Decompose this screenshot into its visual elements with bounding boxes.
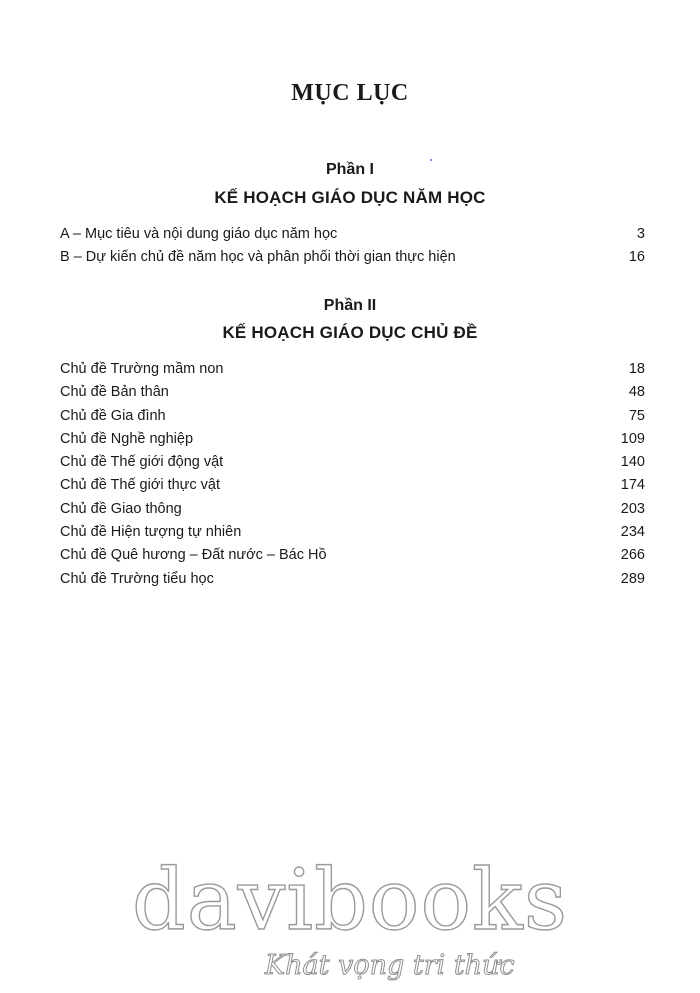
toc-entry-page: 266 <box>620 547 645 564</box>
toc-entry-title: B – Dự kiến chủ đề năm học và phân phối thời gian thực hiện <box>60 249 456 266</box>
part-2-label: Phần II <box>323 297 377 314</box>
toc-entry-page: 140 <box>620 454 645 471</box>
toc-entry[interactable] <box>60 249 645 272</box>
toc-entry-title: Chủ đề Bản thân <box>60 384 169 401</box>
part-2-toc <box>60 361 645 594</box>
toc-entry[interactable] <box>60 547 645 570</box>
toc-entry[interactable] <box>60 501 645 524</box>
toc-entry-page: 109 <box>620 430 645 447</box>
toc-entry[interactable] <box>60 571 645 594</box>
toc-entry-title: Chủ đề Gia đình <box>60 407 166 424</box>
page-title: MỤC LỤC <box>291 80 409 106</box>
toc-entry[interactable] <box>60 226 645 249</box>
toc-entry-page: 234 <box>620 524 645 541</box>
toc-entry-page: 48 <box>628 384 645 401</box>
toc-entry-title: Chủ đề Hiện tượng tự nhiên <box>60 524 242 541</box>
toc-entry-page: 75 <box>628 407 645 424</box>
part-2-heading: KẾ HOẠCH GIÁO DỤC CHỦ ĐỀ <box>222 323 478 342</box>
part-1-toc <box>60 226 645 273</box>
toc-entry-page: 289 <box>620 570 645 587</box>
toc-entry-page: 16 <box>628 249 645 266</box>
toc-entry-title: Chủ đề Quê hương – Đất nước – Bác Hồ <box>60 547 327 564</box>
toc-entry-page: 18 <box>628 361 645 377</box>
watermark-brand: davibooks <box>131 851 569 949</box>
toc-entry-title: Chủ đề Thế giới thực vật <box>60 477 221 494</box>
part-1-heading: KẾ HOẠCH GIÁO DỤC NĂM HỌC <box>214 188 486 207</box>
toc-entry-title: Chủ đề Trường tiểu học <box>60 570 214 587</box>
toc-entry[interactable] <box>60 384 645 407</box>
toc-entry-title: A – Mục tiêu và nội dung giáo dục năm học <box>60 226 338 242</box>
toc-entry-title: Chủ đề Nghề nghiệp <box>60 430 194 447</box>
toc-entry[interactable] <box>60 408 645 431</box>
part-1-label: Phần I <box>325 161 374 178</box>
toc-entry-page: 3 <box>636 226 645 242</box>
toc-entry-title: Chủ đề Trường mầm non <box>60 361 224 377</box>
toc-entry-page: 203 <box>620 500 645 517</box>
toc-entry-page: 174 <box>620 477 645 494</box>
toc-entry[interactable] <box>60 524 645 547</box>
toc-entry[interactable] <box>60 361 645 384</box>
toc-entry[interactable] <box>60 431 645 454</box>
toc-entry-title: Chủ đề Giao thông <box>60 500 182 517</box>
watermark-slogan: Khát vọng tri thức <box>265 950 515 981</box>
toc-entry-title: Chủ đề Thế giới động vật <box>60 454 224 471</box>
toc-entry[interactable] <box>60 477 645 500</box>
toc-entry[interactable] <box>60 454 645 477</box>
